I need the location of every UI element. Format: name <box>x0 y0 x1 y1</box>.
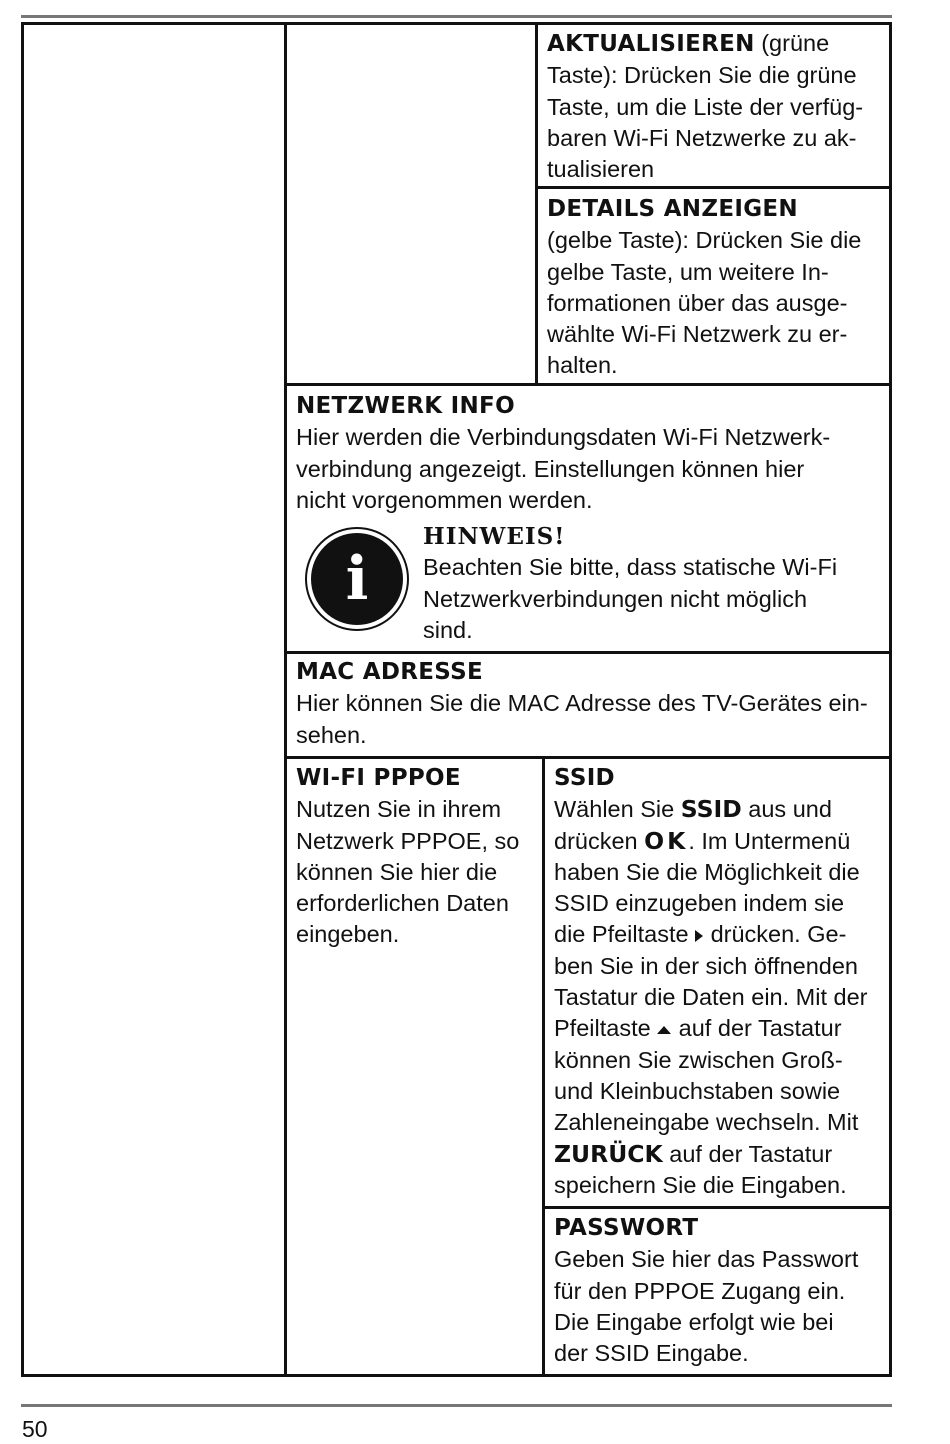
passwort-line: der SSID Eingabe. <box>554 1340 749 1367</box>
passwort-line: Geben Sie hier das Passwort <box>554 1246 859 1273</box>
pppoe-cell <box>286 763 542 951</box>
details-line: wählte Wi-Fi Netzwerk zu er- <box>547 321 848 348</box>
bottom-rule <box>21 1404 892 1407</box>
mac-cell <box>286 657 889 751</box>
ssid-text: aus und <box>741 796 832 823</box>
hinweis-title: HINWEIS! <box>423 523 566 550</box>
aktualisieren-line: Taste, um die Liste der verfüg- <box>547 93 864 120</box>
details-cell <box>537 194 889 382</box>
netzwerk-info-line: nicht vorgenommen werden. <box>296 486 593 513</box>
details-line: (gelbe Taste): Drücken Sie die <box>547 227 862 254</box>
pppoe-line: können Sie hier die <box>296 858 498 885</box>
ssid-line: und Kleinbuchstaben sowie <box>554 1077 841 1104</box>
aktualisieren-line: baren Wi-Fi Netzwerke zu ak- <box>547 124 857 151</box>
info-icon-glyph: i <box>311 533 403 625</box>
ssid-line: haben Sie die Möglichkeit die <box>554 858 860 885</box>
ssid-text: die Pfeiltaste <box>554 921 689 948</box>
arrow-right-icon <box>695 930 703 942</box>
hinweis-line: Netzwerkverbindungen nicht möglich <box>423 585 808 612</box>
aktualisieren-line: tualisieren <box>547 156 655 183</box>
mac-line: Hier können Sie die MAC Adresse des TV-Gerätes ein- <box>296 690 868 717</box>
arrow-up-icon <box>657 1026 671 1034</box>
netzwerk-info-cell <box>286 391 889 516</box>
pppoe-line: eingeben. <box>296 921 400 948</box>
aktualisieren-cell <box>537 28 889 185</box>
zurueck-keyword: ZURÜCK <box>554 1139 663 1168</box>
top-rule <box>21 15 892 18</box>
hinweis-note <box>413 521 889 646</box>
ssid-line: speichern Sie die Eingaben. <box>554 1171 847 1198</box>
ssid-line: Tastatur die Daten ein. Mit der <box>554 984 868 1011</box>
row-divider <box>284 756 892 759</box>
ssid-text: drücken. Ge- <box>710 921 847 948</box>
table-left-border <box>21 22 24 1377</box>
ssid-line <box>554 919 881 950</box>
info-icon <box>305 527 409 631</box>
netzwerk-info-title: NETZWERK INFO <box>296 393 515 419</box>
ssid-text: Wählen Sie <box>554 796 681 823</box>
passwort-title: PASSWORT <box>554 1215 699 1241</box>
table-top-border <box>21 22 892 25</box>
mac-line: sehen. <box>296 721 367 748</box>
ssid-line: ben Sie in der sich öffnenden <box>554 952 858 979</box>
passwort-cell <box>544 1213 889 1369</box>
aktualisieren-title: AKTUALISIEREN <box>547 31 755 57</box>
table-bottom-border <box>21 1374 892 1377</box>
ssid-text: auf der Tastatur <box>662 1140 833 1167</box>
pppoe-line: Nutzen Sie in ihrem <box>296 796 502 823</box>
row-divider <box>542 1206 892 1209</box>
hinweis-line: sind. <box>423 616 473 643</box>
ssid-cell <box>544 763 889 1201</box>
ok-keyword: OK <box>644 826 689 855</box>
ssid-title: SSID <box>554 765 615 791</box>
passwort-line: Die Eingabe erfolgt wie bei <box>554 1308 834 1335</box>
ssid-text: drücken <box>554 827 645 854</box>
mac-title: MAC ADRESSE <box>296 659 483 685</box>
hinweis-line: Beachten Sie bitte, dass statische Wi-Fi <box>423 554 838 581</box>
table-right-border <box>889 22 892 1377</box>
netzwerk-info-line: Hier werden die Verbindungsdaten Wi-Fi Netzwerk- <box>296 424 831 451</box>
ssid-text: Pfeiltaste <box>554 1015 651 1042</box>
aktualisieren-line: Taste): Drücken Sie die grüne <box>547 62 857 89</box>
details-line: gelbe Taste, um weitere In- <box>547 258 829 285</box>
ssid-keyword: SSID <box>680 795 742 824</box>
ssid-text: auf der Tastatur <box>678 1015 842 1042</box>
ssid-text: . Im Untermenü <box>688 827 851 854</box>
pppoe-title: WI-FI PPPOE <box>296 765 461 791</box>
passwort-line: für den PPPOE Zugang ein. <box>554 1277 846 1304</box>
row-divider <box>535 186 892 189</box>
ssid-line: können Sie zwischen Groß- <box>554 1046 843 1073</box>
aktualisieren-title-suffix: (grüne <box>754 30 830 56</box>
pppoe-line: erforderlichen Daten <box>296 890 509 917</box>
ssid-line <box>554 1139 881 1170</box>
details-line: halten. <box>547 352 618 379</box>
details-title: DETAILS ANZEIGEN <box>547 196 798 222</box>
ssid-line <box>554 1013 881 1044</box>
ssid-line <box>554 794 881 825</box>
ssid-line: Zahleneingabe wechseln. Mit <box>554 1109 859 1136</box>
page-number: 50 <box>22 1416 48 1442</box>
ssid-line: SSID einzugeben indem sie <box>554 890 845 917</box>
netzwerk-info-line: verbindung angezeigt. Einstellungen können hier <box>296 455 805 482</box>
row-divider <box>284 383 892 386</box>
pppoe-line: Netzwerk PPPOE, so <box>296 827 520 854</box>
row-divider <box>284 651 892 654</box>
details-line: formationen über das ausge- <box>547 289 848 316</box>
ssid-line <box>554 826 881 857</box>
